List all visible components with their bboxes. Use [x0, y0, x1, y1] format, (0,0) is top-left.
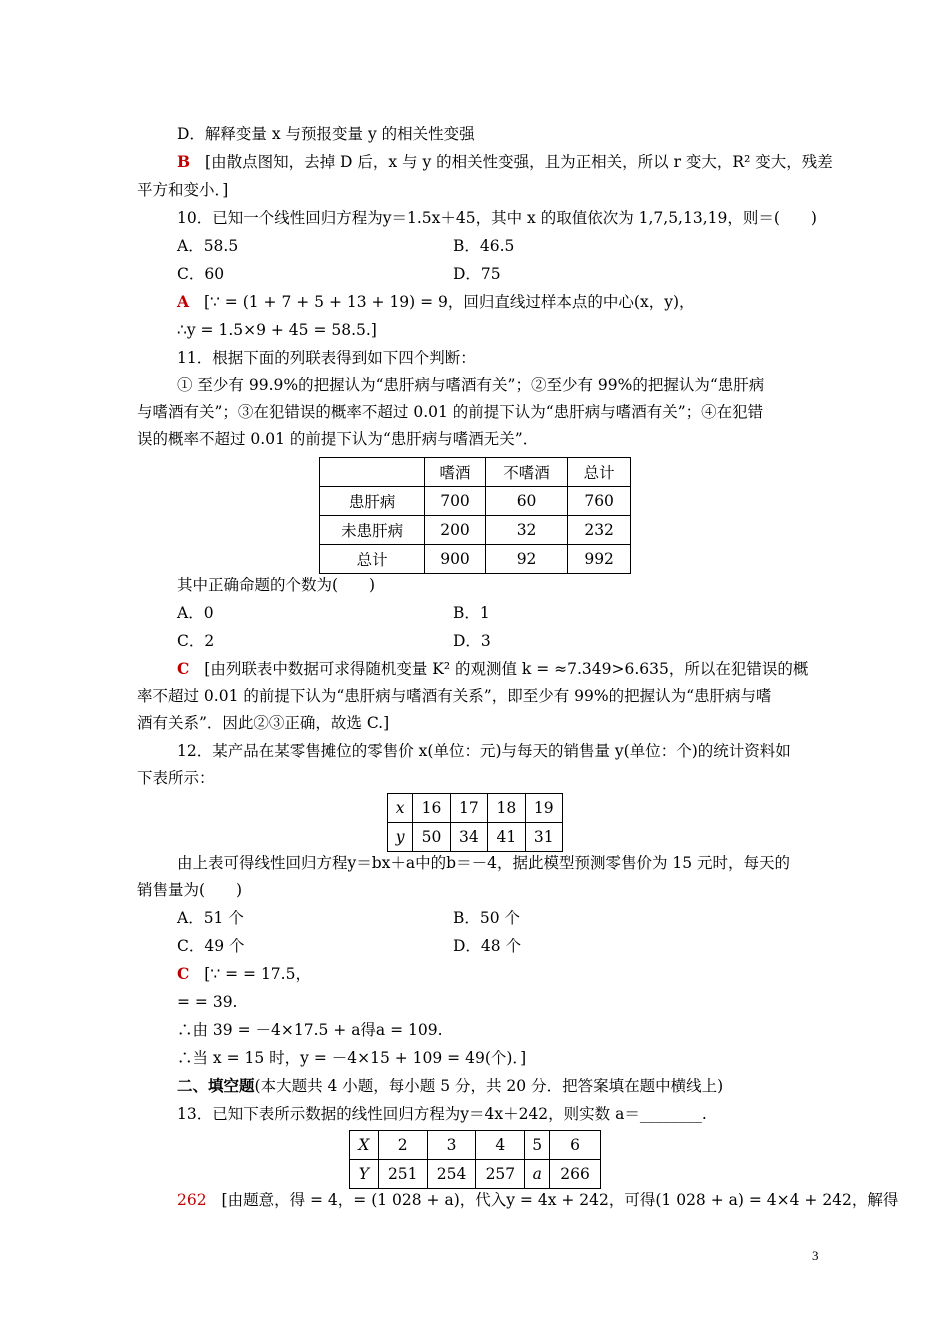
page-number: 3	[812, 1248, 819, 1263]
table-cell: 900	[425, 545, 486, 574]
q12-prompt: 销售量为( )	[137, 881, 243, 899]
q12-stem-cont: 下表所示：	[137, 769, 215, 787]
q10-stem: 10．已知一个线性回归方程为y＝1.5x＋45，其中 x 的取值依次为 1,7,5,13,19，则＝( )	[177, 209, 817, 227]
q11-para-1: ① 至少有 99.9%的把握认为“患肝病与嗜酒有关”；②至少有 99%的把握认为“患肝病	[177, 376, 765, 394]
section-title: 二、填空题	[177, 1076, 255, 1095]
table-cell: 6	[550, 1131, 601, 1160]
q12-option-d: D．48 个	[453, 937, 522, 955]
table-row	[350, 1131, 601, 1160]
q13-answer	[177, 1190, 898, 1210]
table-cell: 不嗜酒	[485, 458, 567, 487]
q11-answer	[177, 659, 808, 679]
answer-text: [∵ = = 17.5，	[204, 965, 311, 983]
table-cell: 34	[450, 823, 487, 852]
table-cell: X	[358, 1136, 370, 1154]
table-cell: 232	[568, 516, 631, 545]
q10-answer-cont: ∴y = 1.5×9 + 45 = 58.5.]	[177, 321, 377, 339]
q12-answer	[177, 964, 311, 984]
answer-text: [由题意，得 = 4，= (1 028 + a)，代入y = 4x + 242，可得(1 028 + a) = 4×4 + 242，解得	[221, 1191, 899, 1209]
table-cell: x	[395, 799, 405, 817]
table-row	[320, 545, 631, 574]
q11-answer-cont: 率不超过 0.01 的前提下认为“患肝病与嗜酒有关系”，即至少有 99%的把握认为“患肝病与嗜	[137, 687, 772, 705]
table-cell: 总计	[320, 545, 425, 574]
table-cell: 未患肝病	[320, 516, 425, 545]
answer-text: [由散点图知，去掉 D 后，x 与 y 的相关性变强，且为正相关，所以 r 变大，R² 变大，残差	[205, 153, 833, 171]
q9-answer	[177, 152, 833, 172]
table-row	[388, 794, 563, 823]
table-cell: 32	[485, 516, 567, 545]
answer-text: [∵ = (1 + 7 + 5 + 13 + 19) = 9，回归直线过样本点的中心(x，y)，	[203, 293, 695, 311]
table-row	[388, 823, 563, 852]
table-cell: 60	[485, 487, 567, 516]
q12-stem: 12．某产品在某零售摊位的零售价 x(单位：元)与每天的销售量 y(单位：个)的统计资料如	[177, 742, 791, 760]
q12-option-c: C．49 个	[177, 937, 245, 955]
table-cell: 2	[378, 1131, 427, 1160]
answer-label: B	[177, 152, 191, 171]
table-cell: 760	[568, 487, 631, 516]
table-cell: 19	[525, 794, 562, 823]
table-cell: 50	[413, 823, 450, 852]
q12-data-table	[387, 793, 563, 852]
table-cell: 257	[476, 1160, 525, 1189]
q11-para-3: 误的概率不超过 0.01 的前提下认为“患肝病与嗜酒无关”．	[137, 430, 539, 448]
q11-option-a: A．0	[177, 604, 214, 622]
table-cell: 4	[476, 1131, 525, 1160]
table-cell: 5	[525, 1131, 550, 1160]
answer-label: C	[177, 964, 190, 983]
table-cell: 992	[568, 545, 631, 574]
q10-option-a: A．58.5	[177, 237, 239, 255]
q11-option-b: B．1	[453, 604, 490, 622]
table-cell: 41	[488, 823, 525, 852]
section-description: (本大题共 4 小题，每小题 5 分，共 20 分．把答案填在题中横线上)	[254, 1077, 724, 1095]
q13-stem: 13．已知下表所示数据的线性回归方程为y＝4x＋242，则实数 a＝________.	[177, 1105, 707, 1123]
table-cell: 92	[485, 545, 567, 574]
table-row	[320, 516, 631, 545]
table-row	[320, 458, 631, 487]
table-cell: 31	[525, 823, 562, 852]
table-cell: 患肝病	[320, 487, 425, 516]
q11-stem: 11．根据下面的列联表得到如下四个判断：	[177, 349, 476, 367]
q12-option-b: B．50 个	[453, 909, 521, 927]
q12-answer-line2: = = 39.	[177, 993, 238, 1011]
q12-answer-line3: ∴由 39 = －4×17.5 + a得a = 109.	[177, 1021, 443, 1039]
table-cell: a	[532, 1165, 542, 1183]
section-heading	[177, 1076, 723, 1096]
table-cell: 700	[425, 487, 486, 516]
table-row	[320, 487, 631, 516]
table-cell: 3	[427, 1131, 476, 1160]
table-cell	[320, 458, 425, 487]
q11-prompt: 其中正确命题的个数为( )	[177, 576, 376, 594]
table-row	[350, 1160, 601, 1189]
q11-contingency-table	[319, 457, 631, 574]
table-cell: 254	[427, 1160, 476, 1189]
q13-data-table	[349, 1130, 601, 1189]
answer-label: A	[177, 292, 190, 311]
q12-answer-line4: ∴当 x = 15 时，y = －4×15 + 109 = 49(个)．]	[177, 1049, 527, 1067]
q11-option-d: D．3	[453, 632, 491, 650]
table-cell: 266	[550, 1160, 601, 1189]
q11-option-c: C．2	[177, 632, 215, 650]
table-cell: 16	[413, 794, 450, 823]
q10-option-b: B．46.5	[453, 237, 515, 255]
q11-para-2: 与嗜酒有关”；③在犯错误的概率不超过 0.01 的前提下认为“患肝病与嗜酒有关”；④在犯错	[137, 403, 764, 421]
q10-option-d: D．75	[453, 265, 501, 283]
answer-label: 262	[177, 1191, 207, 1209]
q10-answer	[177, 292, 695, 312]
table-cell: 251	[378, 1160, 427, 1189]
q9-answer-cont: 平方和变小．]	[137, 181, 229, 199]
q12-option-a: A．51 个	[177, 909, 244, 927]
q9-option-d: D．解释变量 x 与预报变量 y 的相关性变强	[177, 125, 475, 143]
table-cell: 嗜酒	[425, 458, 486, 487]
q11-answer-cont2: 酒有关系”．因此②③正确，故选 C.]	[137, 714, 390, 732]
answer-label: C	[177, 659, 190, 678]
q12-regression-text: 由上表可得线性回归方程y＝bx＋a中的b＝－4，据此模型预测零售价为 15 元时，每天的	[177, 854, 791, 872]
table-cell: y	[395, 828, 405, 846]
table-cell: 总计	[568, 458, 631, 487]
table-cell: 18	[488, 794, 525, 823]
table-cell: 200	[425, 516, 486, 545]
table-cell: Y	[358, 1165, 370, 1183]
q10-option-c: C．60	[177, 265, 225, 283]
table-cell: 17	[450, 794, 487, 823]
answer-text: [由列联表中数据可求得随机变量 K² 的观测值 k = ≈7.349>6.635，所以在犯错误的概	[204, 660, 809, 678]
